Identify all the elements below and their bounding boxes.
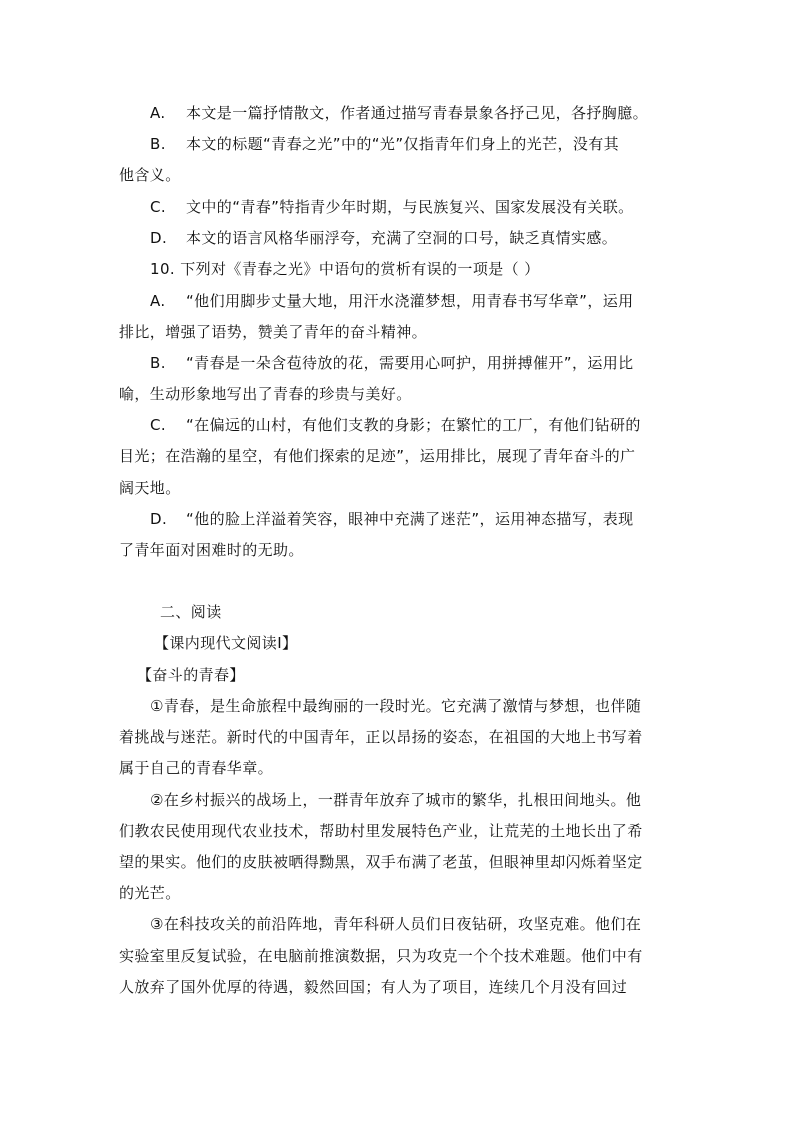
q10-option-a: [150, 291, 634, 311]
q10-option-d-cont: 了青年面对困难时的无助。: [119, 541, 304, 559]
q10-option-b: [150, 353, 634, 373]
q10-option-a-cont: 排比，增强了语势，赞美了青年的奋斗精神。: [119, 323, 428, 341]
passage-p2-line1: ②在乡村振兴的战场上，一群青年放弃了城市的繁华，扎根田间地头。他: [150, 791, 642, 809]
q10-option-c: [150, 415, 641, 435]
option-text: “他的脸上洋溢着笑容，眼神中充满了迷茫”，运用神态描写，表现: [186, 510, 634, 528]
option-label: D.: [150, 229, 168, 247]
passage-title: 【奋斗的青春】: [137, 666, 245, 684]
passage-p3-line3: 人放弃了国外优厚的待遇，毅然回国；有人为了项目，连续几个月没有回过: [119, 978, 628, 996]
passage-p2-line4: 的光芒。: [119, 884, 181, 902]
passage-p2-line2: 们教农民使用现代农业技术，帮助村里发展特色产业，让荒芜的土地长出了希: [119, 822, 643, 840]
section-heading: 二、阅读: [160, 603, 222, 621]
option-text: 本文的标题“青春之光”中的“光”仅指青年们身上的光芒，没有其: [186, 135, 620, 153]
passage-p1-line3: 属于自己的青春华章。: [119, 759, 274, 777]
option-label: B.: [150, 354, 166, 372]
option-text: 本文的语言风格华丽浮夸，充满了空洞的口号，缺乏真情实感。: [186, 229, 618, 247]
q9-option-b: [150, 134, 619, 154]
q9-option-c: [150, 197, 634, 217]
q10-option-c-cont-2: 阔天地。: [119, 479, 181, 497]
option-label: B.: [150, 135, 166, 153]
passage-p3-line2: 实验室里反复试验，在电脑前推演数据，只为攻克一个个技术难题。他们中有: [119, 947, 643, 965]
q10-option-d: [150, 509, 634, 529]
option-text: “在偏远的山村，有他们支教的身影；在繁忙的工厂，有他们钻研的: [186, 416, 641, 434]
option-label: D.: [150, 510, 168, 528]
section-subheading: 【课内现代文阅读Ⅰ】: [154, 634, 298, 652]
q9-option-a: [150, 103, 648, 123]
q9-option-d: [150, 228, 617, 248]
passage-p1-line2: 着挑战与迷茫。新时代的中国青年，正以昂扬的姿态，在祖国的大地上书写着: [119, 728, 643, 746]
passage-p1-line1: ①青春，是生命旅程中最绚丽的一段时光。它充满了激情与梦想，也伴随: [150, 697, 642, 715]
q10-option-c-cont-1: 目光；在浩瀚的星空，有他们探索的足迹”，运用排比，展现了青年奋斗的广: [119, 447, 636, 465]
passage-p2-line3: 望的果实。他们的皮肤被晒得黝黑，双手布满了老茧，但眼神里却闪烁着坚定: [119, 853, 643, 871]
option-text: 文中的“青春”特指青少年时期，与民族复兴、国家发展没有关联。: [186, 198, 634, 216]
option-text: 本文是一篇抒情散文，作者通过描写青春景象各抒己见，各抒胸臆。: [186, 104, 649, 122]
option-label: A.: [150, 104, 166, 122]
passage-p3-line1: ③在科技攻关的前沿阵地，青年科研人员们日夜钻研，攻坚克难。他们在: [150, 915, 642, 933]
option-label: C.: [150, 198, 167, 216]
option-label: A.: [150, 292, 166, 310]
option-text: “他们用脚步丈量大地，用汗水浇灌梦想，用青春书写华章”，运用: [186, 292, 634, 310]
q9-option-b-cont: 他含义。: [119, 166, 181, 184]
option-text: “青春是一朵含苞待放的花，需要用心呵护，用拼搏催开”，运用比: [186, 354, 634, 372]
q10-option-b-cont: 喻，生动形象地写出了青春的珍贵与美好。: [119, 385, 412, 403]
q10-stem: 10. 下列对《青春之光》中语句的赏析有误的一项是（ ）: [150, 260, 540, 278]
option-label: C.: [150, 416, 167, 434]
